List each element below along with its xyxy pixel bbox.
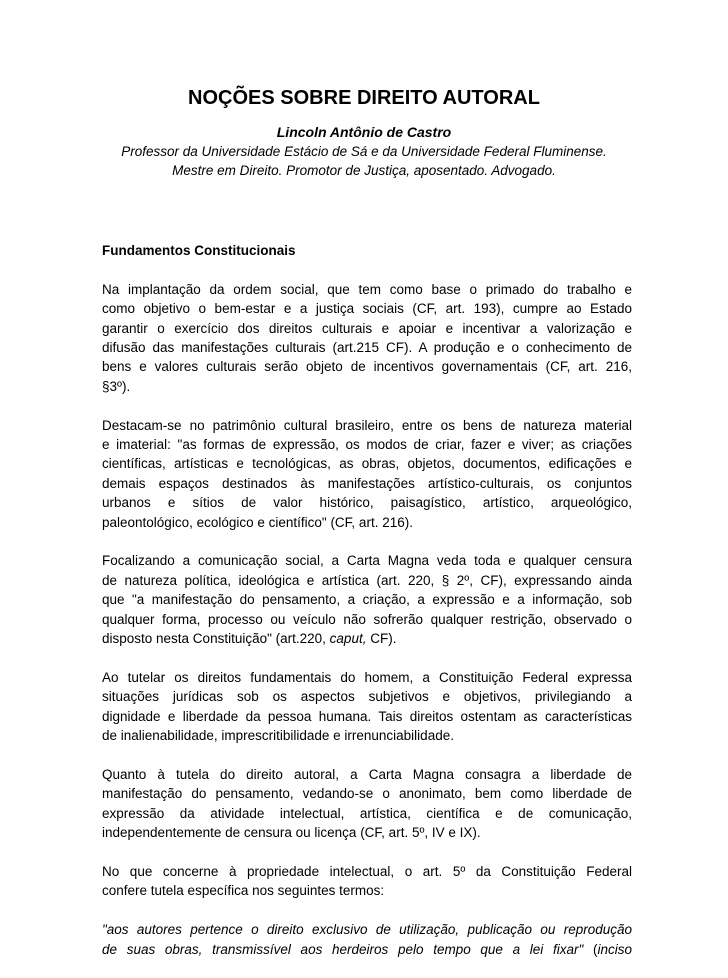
paragraph-line: que "a manifestação do pensamento, a criação, a expressão e a informação, sob: [102, 592, 632, 608]
quotation: [102, 920, 632, 959]
paragraph-line: demais espaços destinados às manifestações artístico-culturais, os conjuntos: [102, 475, 632, 491]
paragraph: [102, 416, 632, 532]
paragraph-line: difusão das manifestações culturais (art.215 CF). A produção e o conhecimento de: [102, 340, 632, 356]
paragraph-line: de natureza política, ideológica e artística (art. 220, § 2º, CF), expressando ainda: [102, 572, 632, 588]
paragraph: [102, 551, 632, 648]
paragraph-line: como objetivo o bem-estar e a justiça sociais (CF, art. 193), cumpre ao Estado: [102, 301, 632, 317]
paragraph-line: bens e valores culturais serão objeto de incentivos governamentais (CF, art. 216,: [102, 359, 632, 375]
quotation-line: "aos autores pertence o direito exclusivo de utilização, publicação ou reprodução: [102, 922, 632, 938]
paragraph-line: §3º).: [102, 378, 131, 394]
paragraph: [102, 280, 632, 396]
quotation-line: [102, 940, 632, 959]
paragraph-line: No que concerne à propriedade intelectual, o art. 5º da Constituição Federal: [102, 863, 632, 879]
paragraph-line: situações jurídicas sob os aspectos subjetivos e objetivos, privilegiando a: [102, 689, 632, 705]
paragraph-line: Ao tutelar os direitos fundamentais do homem, a Constituição Federal expressa: [102, 669, 632, 685]
paragraph-line: paleontológico, ecológico e científico" (CF, art. 216).: [102, 514, 413, 530]
quotation-text: (: [583, 941, 598, 957]
author-affiliation-line: Professor da Universidade Estácio de Sá e da Universidade Federal Fluminense.: [121, 144, 607, 159]
paragraph-line: Focalizando a comunicação social, a Carta Magna veda toda e qualquer censura: [102, 553, 632, 569]
paragraph-line: independentemente de censura ou licença (CF, art. 5º, IV e IX).: [102, 825, 481, 841]
line-text: CF).: [366, 631, 397, 647]
paragraph-line: garantir o exercício dos direitos culturais e apoiar e incentivar a valorização e: [102, 320, 632, 336]
paragraph-line: manifestação do pensamento, vedando-se o anonimato, bem como liberdade de: [102, 786, 632, 802]
quotation-text: inciso: [597, 941, 632, 957]
paragraph-line: [102, 629, 632, 648]
paragraph-line: e imaterial: "as formas de expressão, os modos de criar, fazer e viver; as criações: [102, 437, 632, 453]
line-text: disposto nesta Constituição" (art.220,: [102, 631, 330, 647]
paragraph: [102, 862, 632, 901]
quotation-text: de suas obras, transmissível aos herdeiros pelo tempo que a lei fixar": [102, 941, 584, 957]
paragraph-line: dignidade e liberdade da pessoa humana. Tais direitos ostentam as características: [102, 708, 632, 724]
paragraph-line: Destacam-se no patrimônio cultural brasileiro, entre os bens de natureza material: [102, 417, 632, 433]
paragraph-line: confere tutela específica nos seguintes termos:: [102, 883, 385, 899]
author-affiliation-line: Mestre em Direito. Promotor de Justiça, aposentado. Advogado.: [172, 163, 556, 178]
paragraph-line: expressão da atividade intelectual, artística, científica e de comunicação,: [102, 805, 632, 821]
paragraph-line: de inalienabilidade, imprescritibilidade e irrenunciabilidade.: [102, 728, 454, 744]
italic-term: caput,: [329, 631, 367, 647]
paragraph-line: científicas, artísticas e tecnológicas, as obras, objetos, documentos, edificações e: [102, 456, 632, 472]
paragraph-line: urbanos e sítios de valor histórico, paisagístico, artístico, arqueológico,: [102, 495, 632, 511]
paragraph-line: Na implantação da ordem social, que tem como base o primado do trabalho e: [102, 281, 632, 297]
section-heading: Fundamentos Constitucionais: [102, 243, 296, 258]
document-body: [102, 241, 632, 978]
paragraph-line: Quanto à tutela do direito autoral, a Carta Magna consagra a liberdade de: [102, 766, 632, 782]
paragraph: [102, 765, 632, 843]
paragraph-line: qualquer forma, processo ou veículo não sofrerão qualquer restrição, observado o: [102, 611, 632, 627]
document-title: NOÇÕES SOBRE DIREITO AUTORAL: [188, 87, 540, 109]
author-name: Lincoln Antônio de Castro: [276, 124, 452, 140]
paragraph: [102, 668, 632, 746]
